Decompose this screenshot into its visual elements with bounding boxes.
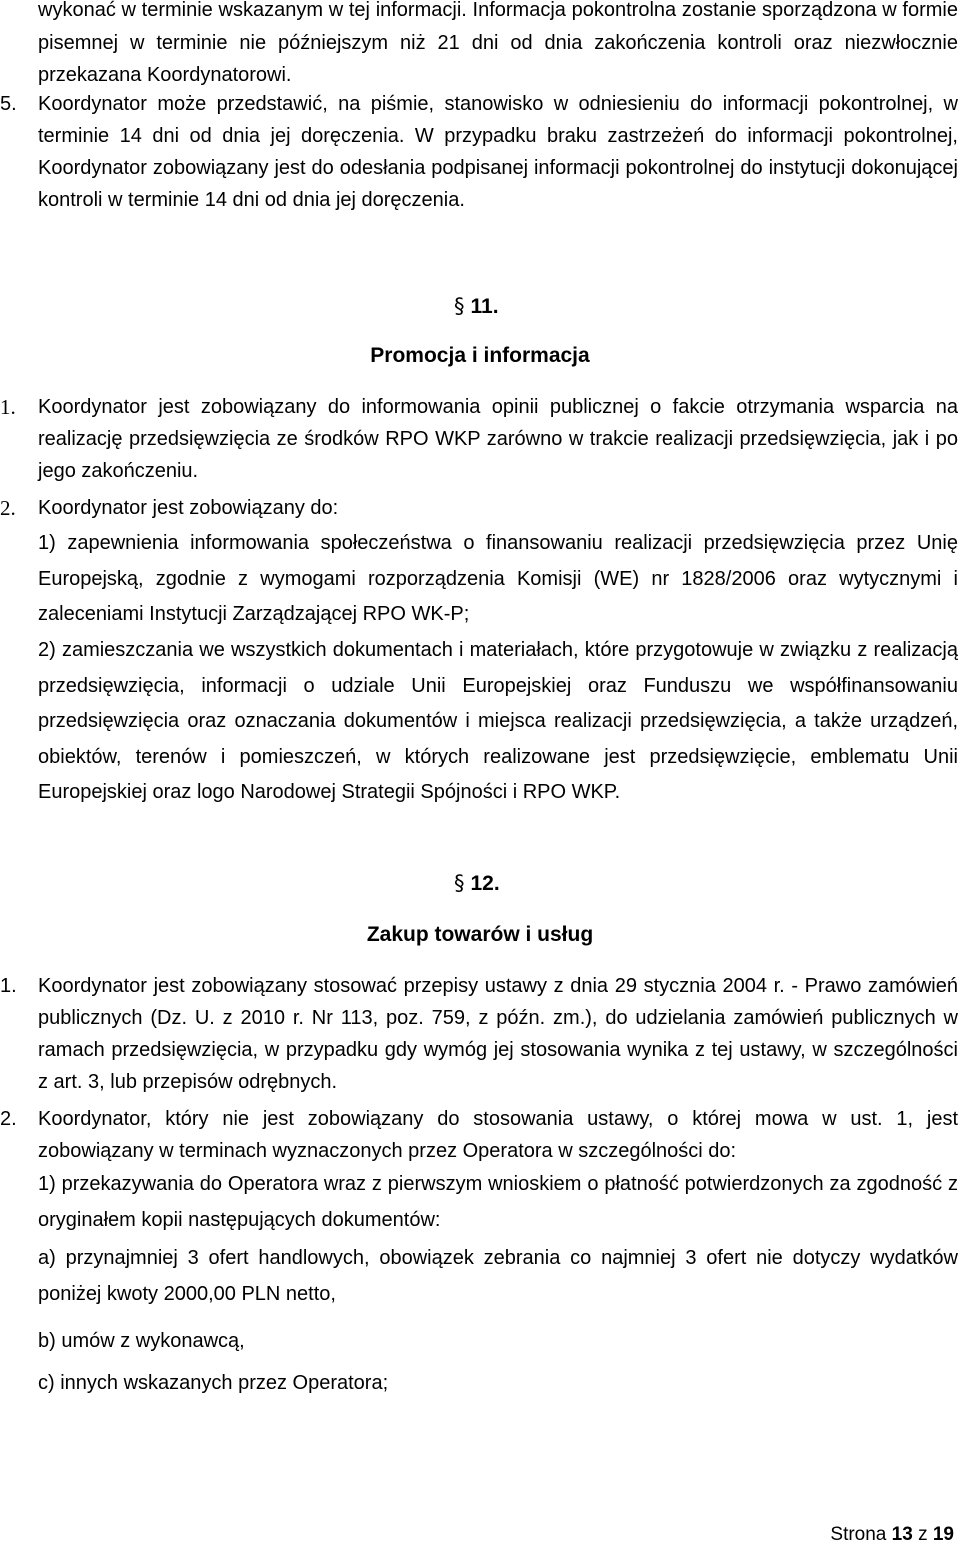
list-item-12-2 [0, 1103, 958, 1167]
sub-item-12-2-c: c) innych wskazanych przez Operatora; [38, 1372, 389, 1394]
sub-item-11-2-2: 2) zamieszczania we wszystkich dokumentach i materiałach, które przygotowuje w związku z realizacją przedsięwzięcia, informacji o udziale Unii Europejskiej oraz Funduszu we współfinansowaniu przedsięwzięcia oraz oznaczania dokumentów i miejsca realizacji przedsięwzięcia, a także urządzeń, obiektów, terenów i pomieszczeń, w których realizowane jest przedsięwzięcie, emblematu Unii Europejskiej oraz logo Narodowej Strategii Spójności i RPO WKP. [38, 639, 958, 803]
list-number: 1. [0, 975, 17, 997]
footer-total-pages: 19 [932, 1524, 954, 1545]
list-item-12-1 [0, 970, 958, 1098]
sub-item-12-2-1: 1) przekazywania do Operatora wraz z pierwszym wnioskiem o płatność potwierdzonych za zgodność z oryginałem kopii następujących dokumentów: [38, 1173, 958, 1231]
paragraph-continuation: wykonać w terminie wskazanym w tej informacji. Informacja pokontrolna zostanie sporządzona w formie pisemnej w terminie nie późniejszym niż 21 dni od dnia zakończenia kontroli oraz niezwłocznie przekazana Koordynatorowi. [38, 0, 958, 86]
sub-item-12-2-a: a) przynajmniej 3 ofert handlowych, obowiązek zebrania co najmniej 3 ofert nie dotyczy wydatków poniżej kwoty 2000,00 PLN netto, [38, 1247, 958, 1305]
section-number-11 [454, 294, 499, 319]
footer-separator: z [918, 1524, 928, 1545]
list-item-text: Koordynator jest zobowiązany stosować przepisy ustawy z dnia 29 stycznia 2004 r. - Prawo zamówień publicznych (Dz. U. z 2010 r. Nr 113, poz. 759, z późn. zm.), do udzielania zamówień publicznych w ramach przedsięwzięcia, w przypadku gdy wymóg jej stosowania wynika z tej ustawy, w szczególności z art. 3, lub przepisów odrębnych. [38, 975, 958, 1093]
section-number-12 [454, 871, 500, 896]
section-heading-11: Promocja i informacja [370, 344, 590, 367]
list-item-text: Koordynator, który nie jest zobowiązany do stosowania ustawy, o której mowa w ust. 1, jest zobowiązany w terminach wyznaczonych przez Operatora w szczególności do: [38, 1108, 958, 1162]
page-footer [830, 1524, 954, 1546]
footer-label: Strona [830, 1524, 887, 1545]
list-item-5 [0, 88, 958, 216]
sub-item-11-2-1: 1) zapewnienia informowania społeczeństwa o finansowaniu realizacji przedsięwzięcia przez Unię Europejską, zgodnie z wymogami rozporządzenia Komisji (WE) nr 1828/2006 oraz wytycznymi i zaleceniami Instytucji Zarządzającej RPO WK-P; [38, 532, 958, 625]
section-symbol: § [454, 294, 465, 318]
list-number: 5. [0, 93, 17, 115]
list-number: 1. [0, 395, 16, 419]
section-heading-12: Zakup towarów i usług [366, 923, 594, 946]
list-number: 2. [0, 1108, 17, 1130]
footer-page-number: 13 [891, 1524, 913, 1545]
section-symbol: § [454, 871, 465, 895]
sub-item-12-2-b: b) umów z wykonawcą, [38, 1330, 245, 1352]
list-item-11-1 [0, 391, 958, 487]
list-item-text: Koordynator jest zobowiązany do: [38, 497, 339, 519]
section-number-text: 11. [470, 295, 499, 318]
list-number: 2. [0, 496, 16, 520]
list-item-11-2 [0, 492, 958, 524]
section-number-text: 12. [470, 872, 500, 895]
list-item-text: Koordynator może przedstawić, na piśmie, stanowisko w odniesieniu do informacji pokontrolnej, w terminie 14 dni od dnia jej doręczenia. W przypadku braku zastrzeżeń do informacji pokontrolnej, Koordynator zobowiązany jest do odesłania podpisanej informacji pokontrolnej do instytucji dokonującej kontroli w terminie 14 dni od dnia jej doręczenia. [38, 93, 958, 211]
list-item-text: Koordynator jest zobowiązany do informowania opinii publicznej o fakcie otrzymania wsparcia na realizację przedsięwzięcia ze środków RPO WKP zarówno w trakcie realizacji przedsięwzięcia, jak i po jego zakończeniu. [38, 396, 958, 482]
